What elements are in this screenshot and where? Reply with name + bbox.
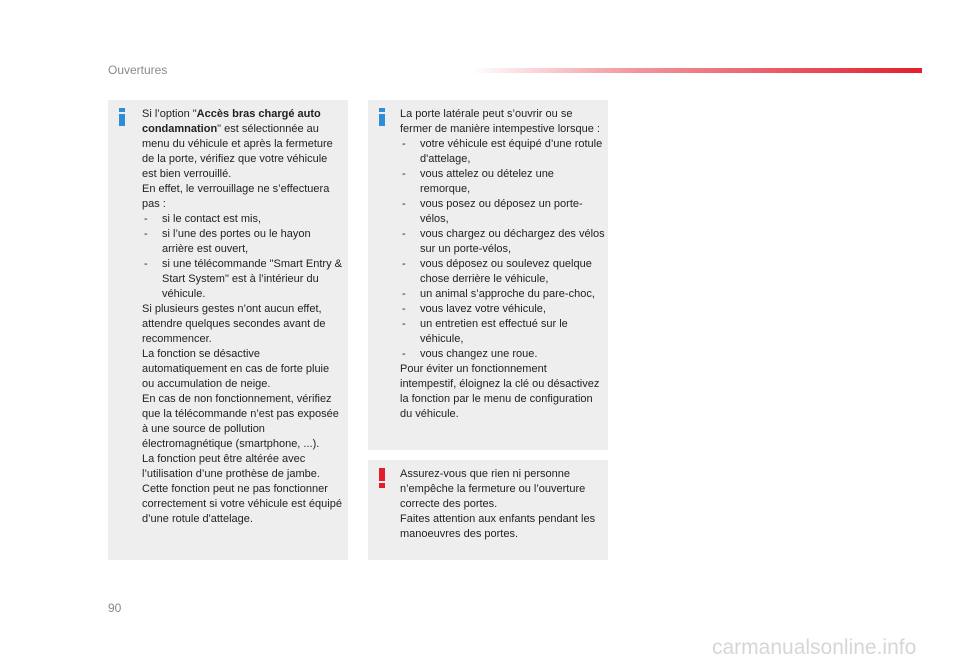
list-item: - votre véhicule est équipé d’une rotule d'attelage, — [400, 137, 605, 167]
list-item: - si l’une des portes ou le hayon arrière est ouvert, — [142, 227, 342, 257]
list-item: - vous lavez votre véhicule, — [400, 302, 605, 317]
paragraph-prosthesis: La fonction peut être altérée avec l’utilisation d’une prothèse de jambe. — [142, 453, 320, 480]
watermark: carmanualsonline.info — [712, 636, 917, 659]
lock-conditions-list — [142, 212, 342, 302]
list-item: - si le contact est mis, — [142, 212, 342, 227]
info-icon — [376, 108, 388, 126]
auto-lock-text — [142, 107, 342, 527]
list-item: - un animal s’approche du pare-choc, — [400, 287, 605, 302]
warning-line-1: Assurez-vous que rien ni personne n’empêche la fermeture ou l’ouverture correcte des portes. — [400, 468, 586, 510]
side-door-intro: La porte latérale peut s’ouvrir ou se fermer de manière intempestive lorsque : — [400, 108, 600, 135]
side-door-conditions-list — [400, 137, 605, 362]
header-accent-line — [470, 68, 922, 73]
list-item: - vous déposez ou soulevez quelque chose derrière le véhicule, — [400, 257, 605, 287]
paragraph-weather: La fonction se désactive automatiquement en cas de forte pluie ou accumulation de neige. — [142, 348, 330, 390]
list-item: - vous chargez ou déchargez des vélos sur un porte-vélos, — [400, 227, 605, 257]
paragraph-malfunction: En cas de non fonctionnement, vérifiez que la télécommande n’est pas exposée à une source de pollution électromagnétique (smartphone, ...). — [142, 393, 339, 450]
list-item: - si une télécommande "Smart Entry & Start System" est à l’intérieur du véhicule. — [142, 257, 342, 302]
section-title: Ouvertures — [108, 63, 168, 77]
auto-lock-intro: Si l’option "Accès bras chargé auto condamnation" est sélectionnée au menu du véhicule et après la fermeture de la porte, vérifiez que votre véhicule est bien verrouillé. — [142, 108, 333, 180]
list-item: - vous attelez ou dételez une remorque, — [400, 167, 605, 197]
paragraph-gestures: Si plusieurs gestes n’ont aucun effet, attendre quelques secondes avant de recommencer. — [142, 303, 326, 345]
paragraph-towbar: Cette fonction peut ne pas fonctionner correctement si votre véhicule est équipé d’une rotule d'attelage. — [142, 483, 342, 525]
list-item: - un entretien est effectué sur le véhicule, — [400, 317, 605, 347]
side-door-text — [400, 107, 605, 422]
page-number: 90 — [108, 601, 122, 615]
list-item: - vous changez une roue. — [400, 347, 605, 362]
side-door-outro: Pour éviter un fonctionnement intempestif, éloignez la clé ou désactivez la fonction par le menu de configuration du véhicule. — [400, 363, 600, 420]
warning-icon — [376, 468, 388, 488]
info-icon — [116, 108, 128, 126]
warning-line-2: Faites attention aux enfants pendant les manoeuvres des portes. — [400, 513, 596, 540]
not-locked-intro: En effet, le verrouillage ne s’effectuera pas : — [142, 183, 330, 210]
warning-text — [400, 467, 605, 542]
list-item: - vous posez ou déposez un porte-vélos, — [400, 197, 605, 227]
